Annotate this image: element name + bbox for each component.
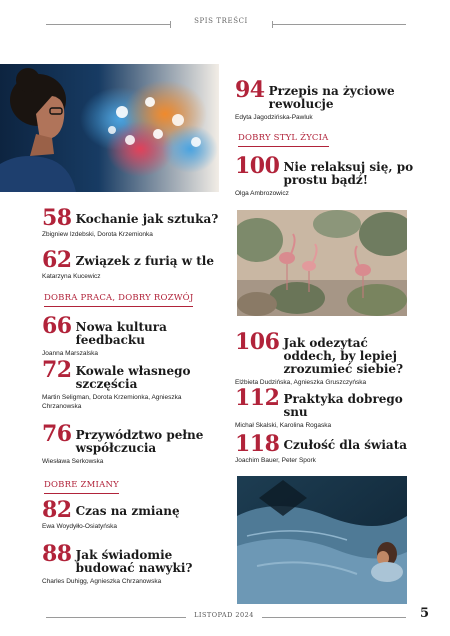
- entry-page-number: 76: [42, 421, 72, 447]
- entry-authors: Ewa Woydyłło-Osiatyńska: [42, 523, 118, 530]
- entry-title: Przepis na życiowe rewolucje: [268, 84, 395, 111]
- toc-entry[interactable]: [235, 153, 415, 199]
- footer-rule-right: [262, 617, 406, 618]
- category-dobra-praca: DOBRA PRACA, DOBRY ROZWÓJ: [44, 293, 193, 307]
- entry-page-number: 106: [235, 329, 280, 355]
- footer-rule-left: [46, 617, 186, 618]
- entry-page-number: 94: [235, 77, 265, 103]
- entry-authors: Martin Seligman, Dorota Krzemionka, Agnieszka Chrzanowska: [42, 394, 182, 410]
- entry-title: Przywództwo pełne współczucia: [75, 428, 204, 455]
- entry-authors: Zbigniew Izdebski, Dorota Krzemionka: [42, 231, 153, 238]
- entry-title: Czułość dla świata: [283, 438, 408, 452]
- entry-authors: Michał Skalski, Karolina Rogaska: [235, 422, 332, 429]
- toc-entry[interactable]: [42, 541, 212, 587]
- entry-authors: Joachim Bauer, Peter Spork: [235, 457, 316, 464]
- entry-title: Nowa kultura feedbacku: [75, 320, 167, 347]
- toc-entry[interactable]: [42, 421, 207, 467]
- entry-authors: Olga Ambrozowicz: [235, 190, 289, 197]
- entry-title: Kochanie jak sztuka?: [75, 212, 219, 226]
- entry-page-number: 58: [42, 205, 72, 231]
- toc-entry[interactable]: [42, 497, 227, 532]
- entry-page-number: 66: [42, 313, 72, 339]
- entry-authors: Elżbieta Dudzińska, Agnieszka Gruszczyńska: [235, 379, 367, 386]
- entry-authors: Joanna Marszalska: [42, 350, 98, 357]
- entry-title: Nie relaksuj się, po prostu bądź!: [283, 160, 414, 187]
- photo-flamingos-jungle: [237, 210, 407, 316]
- entry-page-number: 88: [42, 541, 72, 567]
- entry-page-number: 118: [235, 431, 280, 457]
- toc-entry[interactable]: [42, 247, 227, 282]
- entry-authors: Charles Duhigg, Agnieszka Chrzanowska: [42, 578, 162, 585]
- photo-woman-social-icons: [0, 64, 219, 192]
- entry-title: Związek z furią w tle: [75, 254, 214, 268]
- entry-title: Jak odezytać oddech, by lepiej zrozumieć siebie?: [283, 336, 404, 376]
- header-rule-left: [46, 24, 170, 25]
- entry-title: Czas na zmianę: [75, 504, 180, 518]
- entry-page-number: 100: [235, 153, 280, 179]
- toc-entry[interactable]: [235, 77, 415, 123]
- entry-page-number: 82: [42, 497, 72, 523]
- entry-page-number: 72: [42, 357, 72, 383]
- entry-authors: Edyta Jagodzińska-Pawluk: [235, 114, 313, 121]
- category-dobry-styl-zycia: DOBRY STYL ŻYCIA: [238, 133, 329, 147]
- entry-page-number: 112: [235, 385, 280, 411]
- photo-woman-sleeping: [237, 476, 407, 604]
- entry-authors: Wiesława Serkowska: [42, 458, 104, 465]
- toc-entry[interactable]: [42, 313, 227, 359]
- entry-title: Kowale własnego szczęścia: [75, 364, 191, 391]
- page-number: 5: [420, 606, 430, 621]
- toc-entry[interactable]: [235, 431, 420, 466]
- header-rule-right: [272, 24, 406, 25]
- toc-entry[interactable]: [235, 385, 420, 431]
- section-title: SPIS TREŚCI: [194, 17, 248, 25]
- toc-entry[interactable]: [42, 357, 207, 411]
- category-dobre-zmiany: DOBRE ZMIANY: [44, 480, 119, 494]
- footer-issue-date: LISTOPAD 2024: [194, 611, 254, 619]
- entry-title: Praktyka dobrego snu: [283, 392, 403, 419]
- toc-entry[interactable]: [235, 329, 420, 388]
- entry-page-number: 62: [42, 247, 72, 273]
- entry-authors: Katarzyna Kucewicz: [42, 273, 101, 280]
- toc-entry[interactable]: [42, 205, 227, 240]
- entry-title: Jak świadomie budować nawyki?: [75, 548, 193, 575]
